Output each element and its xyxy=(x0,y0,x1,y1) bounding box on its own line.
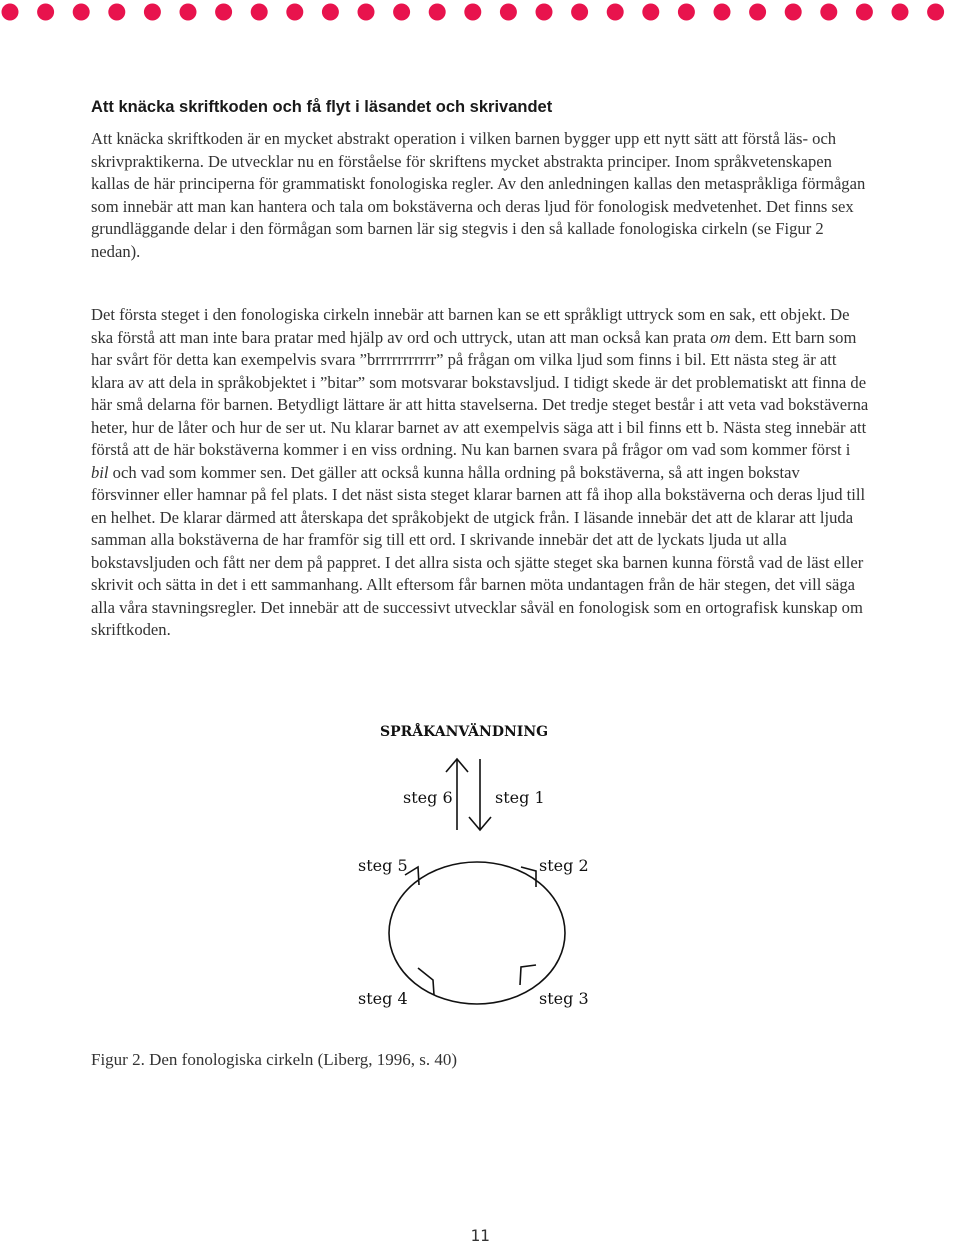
decorative-dot xyxy=(358,4,375,21)
label-steg-6: steg 6 xyxy=(403,788,453,807)
label-steg-2: steg 2 xyxy=(539,856,589,875)
decorative-dot xyxy=(2,4,19,21)
label-steg-3: steg 3 xyxy=(539,989,589,1008)
circle-arrows xyxy=(405,867,536,995)
decorative-dot xyxy=(571,4,588,21)
steps-paragraph xyxy=(91,304,871,642)
decorative-dot xyxy=(714,4,731,21)
decorative-dot xyxy=(286,4,303,21)
decorative-dot xyxy=(73,4,90,21)
decorative-dot xyxy=(642,4,659,21)
decorative-dot xyxy=(393,4,410,21)
decorative-dot xyxy=(749,4,766,21)
steps-paragraph-part3: och vad som kommer sen. Det gäller att också kunna hålla ordning på bokstäverna, så att ingen bokstav försvinner eller hamnar på fel plats. I det näst sista steget klarar barnen att få ihop alla bokstäverna och deras ljud till en helhet. De klarar därmed att återskapa det språkobjekt de utgick från. I läsande innebär det att de klarar att ljuda samman alla bokstäverna de har framför sig till ett ord. I skrivande innebär det att de lyckats ljuda ut alla bokstavsljuden och fått ner dem på pappret. I det allra sista och sjätte steget ska barnen kunna förstå vad de läst eller skrivit och sätta in det i ett sammanhang. Allt eftersom får barnen möta undantagen från de här stegen, det vill säga alla våra stavningsregler. Det innebär att de successivt utvecklar såväl en fonologisk som en ortografisk kunskap om skriftkoden. xyxy=(91,462,866,639)
circle-arrow-bottom-right xyxy=(520,965,536,985)
label-steg-1: steg 1 xyxy=(495,788,545,807)
decorative-dot xyxy=(108,4,125,21)
decorative-dot xyxy=(429,4,446,21)
decorative-dot xyxy=(607,4,624,21)
decorative-dot xyxy=(37,4,54,21)
decorative-dot xyxy=(180,4,197,21)
decorative-dot xyxy=(892,4,909,21)
dotted-border xyxy=(0,3,960,23)
decorative-dot xyxy=(678,4,695,21)
figure-caption: Figur 2. Den fonologiska cirkeln (Liberg, 1996, s. 40) xyxy=(91,1050,458,1069)
steps-paragraph-part1: Det första steget i den fonologiska cirkeln innebär att barnen kan se ett språkligt uttryck som en sak, ett objekt. De ska förstå att man inte bara pratar med hjälp av ord och uttryck, utan att man också kan prata xyxy=(91,305,850,347)
emphasis-bil: bil xyxy=(91,462,109,482)
phonological-circle xyxy=(389,862,565,1004)
decorative-dot xyxy=(820,4,837,21)
decorative-dot xyxy=(215,4,232,21)
steps-paragraph-part2: dem. Ett barn som har svårt för detta kan exempelvis svara ”brrrrrrrrrrr” på frågan om vilka ljud som finns i bil. Ett nästa steg är att klara av att dela in språkobjektet i ”bitar” som motsvarar bokstavsljud. I tidigt skede är det problematiskt att finna de här små delarna för barnen. Betydligt lättare är att hitta stavelserna. Det tredje steget består i att veta vad bokstäverna heter, hur de låter och hur de ser ut. Nu klarar barnet av att exempelvis säga att i bil finns ett b. Nästa steg innebär att förstå att de här bokstäverna kommer i en viss ordning. Nu kan barnen svara på frågor om vad som kommer först i xyxy=(91,327,869,459)
decorative-dot xyxy=(322,4,339,21)
page-number: 11 xyxy=(470,1226,490,1245)
section-heading: Att knäcka skriftkoden och få flyt i läsandet och skrivandet xyxy=(91,98,553,116)
emphasis-om: om xyxy=(710,327,731,347)
phonological-circle-figure xyxy=(340,715,610,1015)
vertical-arrows xyxy=(446,759,491,830)
decorative-dot xyxy=(251,4,268,21)
intro-paragraph: Att knäcka skriftkoden är en mycket abstrakt operation i vilken barnen bygger upp ett nytt sätt att förstå läs- och skrivpraktikerna. De utvecklar nu en förståelse för skriftens mycket abstrakta principer. Inom språkvetenskapen kallas de här principerna för grammatiskt fonologiska regler. Av den anledningen kallas den metaspråkliga förmågan som innebär att man kan hantera och tala om bokstäverna och deras ljud för fonologisk medvetenhet. Det finns sex grundläggande delar i den förmågan som barnen lär sig stegvis i den så kallade fonologiska cirkeln (se Figur 2 nedan). xyxy=(91,129,866,261)
decorative-dot xyxy=(856,4,873,21)
circle-arrow-top-right xyxy=(521,867,536,887)
decorative-dot xyxy=(927,4,944,21)
decorative-dot xyxy=(785,4,802,21)
label-steg-4: steg 4 xyxy=(358,989,408,1008)
label-steg-5: steg 5 xyxy=(358,856,408,875)
decorative-dot xyxy=(464,4,481,21)
decorative-dot xyxy=(144,4,161,21)
decorative-dot xyxy=(536,4,553,21)
decorative-dot xyxy=(500,4,517,21)
figure-title: SPRÅKANVÄNDNING xyxy=(380,724,549,740)
